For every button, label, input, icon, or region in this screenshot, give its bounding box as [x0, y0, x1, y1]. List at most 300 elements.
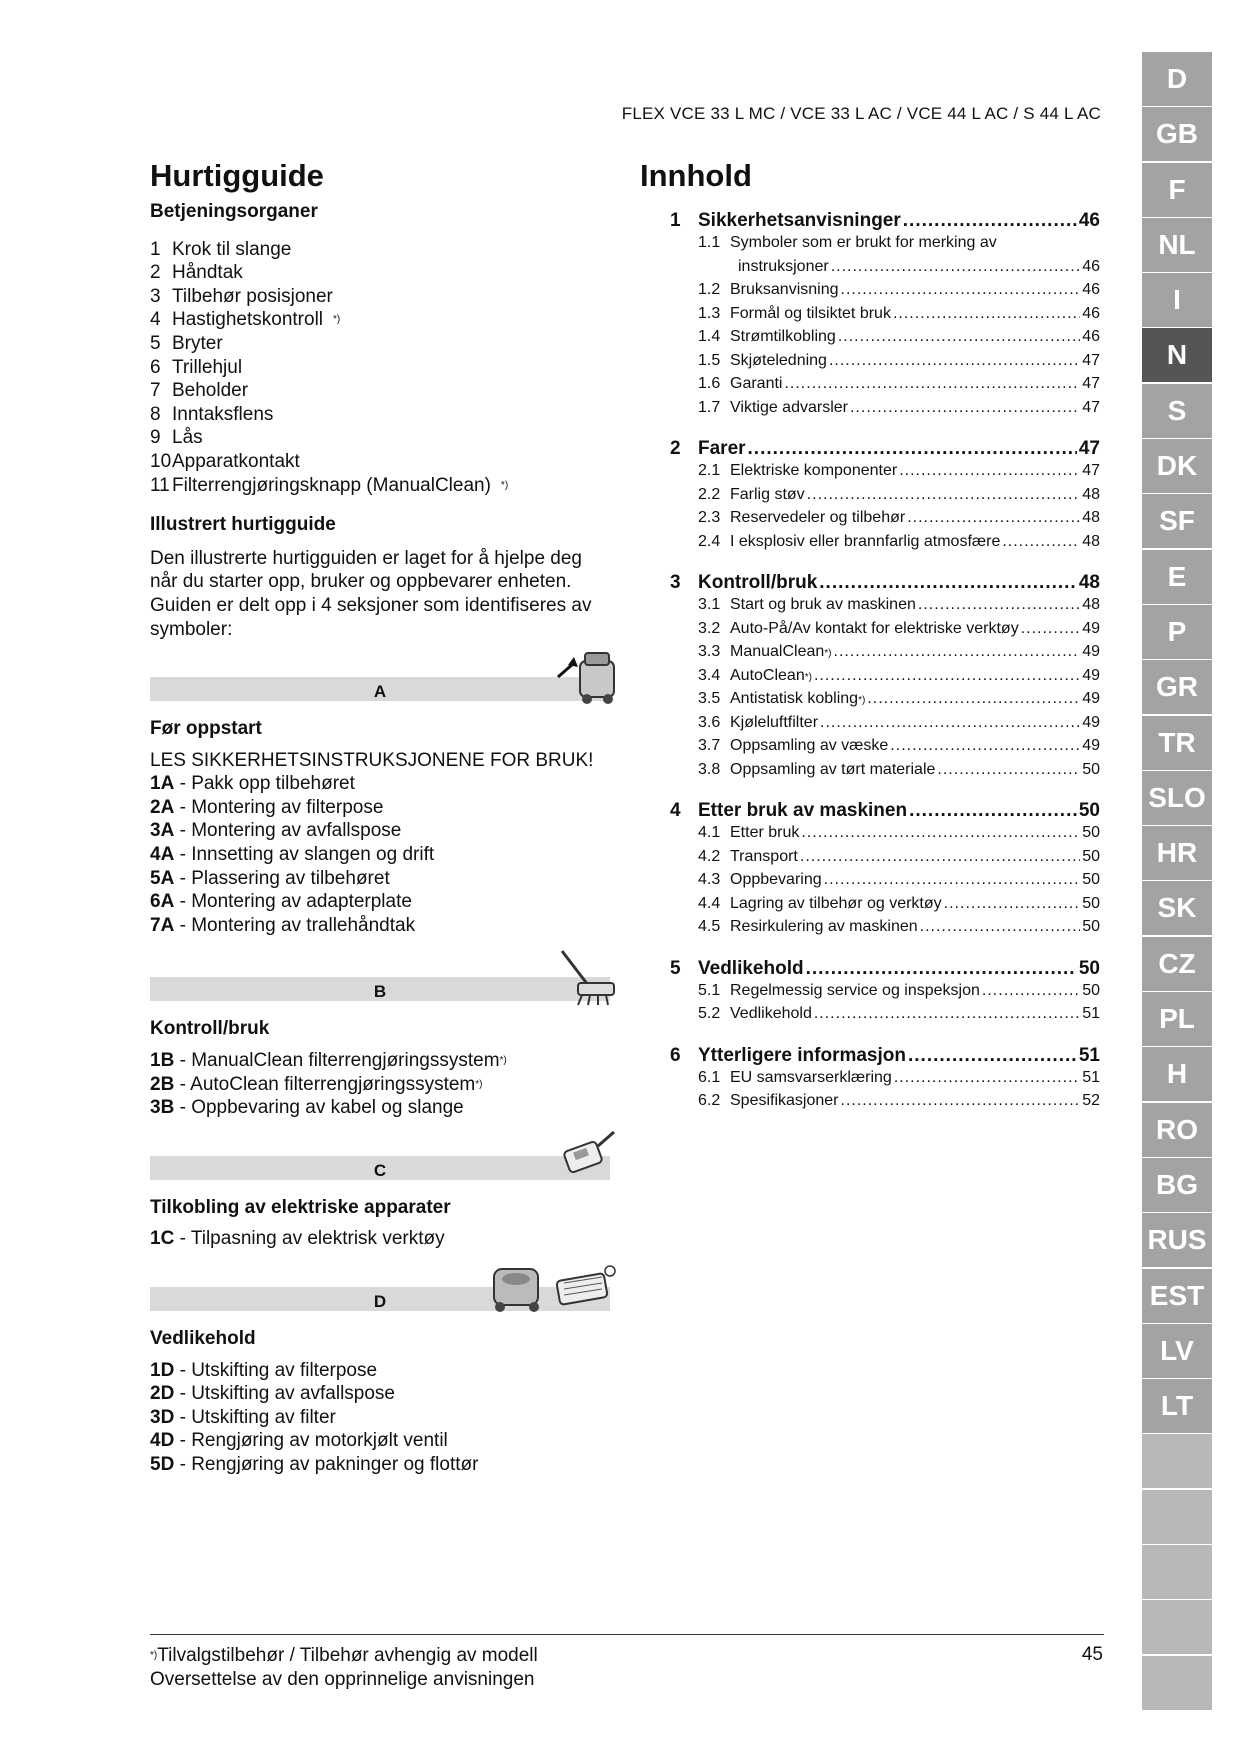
toc-entry-title: Transport [730, 847, 798, 865]
toc-entry[interactable] [698, 824, 1100, 848]
control-label: Beholder [172, 380, 249, 402]
language-tab-nl[interactable]: NL [1142, 218, 1212, 272]
step-separator: - [174, 1359, 192, 1381]
toc-section-number: 3 [670, 572, 681, 593]
section-heading: Før oppstart [150, 718, 262, 740]
footer-notes [150, 1644, 538, 1692]
toc-entry[interactable] [698, 1069, 1100, 1093]
toc-entry-number: 5.2 [698, 1005, 721, 1022]
guide-step [150, 1429, 610, 1453]
language-tab-s[interactable]: S [1142, 384, 1212, 438]
language-tab-gr[interactable]: GR [1142, 660, 1212, 714]
step-code: 3A [150, 820, 175, 842]
toc-entry[interactable] [698, 918, 1100, 942]
language-tab-gb[interactable]: GB [1142, 107, 1212, 161]
control-number: 11 [150, 474, 170, 496]
toc-leader [1021, 620, 1081, 638]
toc-entry-title: AutoClean [730, 666, 805, 684]
language-tab-hr[interactable]: HR [1142, 826, 1212, 880]
quick-guide-column [150, 200, 610, 1477]
toc-entry-page: 48 [1082, 532, 1100, 550]
guide-step [150, 772, 610, 796]
section-bar-c [150, 1156, 610, 1180]
control-item [150, 332, 610, 356]
toc-entry[interactable] [698, 234, 1100, 258]
control-item [150, 426, 610, 450]
toc-entry-number: 5.1 [698, 981, 721, 999]
language-tab-e[interactable]: E [1142, 550, 1212, 604]
toc-entry-page: 51 [1082, 1005, 1100, 1022]
toc-gap [670, 422, 1100, 438]
control-number: 3 [150, 285, 161, 307]
control-label: Lås [172, 427, 203, 449]
step-text: Pakk opp tilbehøret [191, 773, 355, 795]
control-label: Bryter [172, 332, 223, 354]
toc-entry-title: EU samsvarserklæring [730, 1068, 892, 1086]
toc-entry-title: Start og bruk av maskinen [730, 596, 916, 613]
control-label: Håndtak [172, 262, 243, 284]
toc-entry[interactable] [698, 399, 1100, 423]
toc-section[interactable] [670, 438, 1100, 462]
toc-section-title: Sikkerhetsanvisninger [698, 210, 901, 231]
toc-leader [784, 375, 1080, 393]
toc-entry[interactable] [698, 352, 1100, 376]
step-text: AutoClean filterrengjøringssystem [190, 1073, 476, 1095]
guide-step [150, 1359, 610, 1383]
footnote-mark: *) [150, 1650, 158, 1661]
toc-section-page: 46 [1078, 210, 1100, 231]
step-code: 5D [150, 1453, 175, 1475]
toc-entry-number: 3.4 [698, 666, 721, 684]
language-tab-pl[interactable]: PL [1142, 992, 1212, 1046]
toc-entry[interactable] [698, 305, 1100, 329]
optional-mark: *) [500, 479, 509, 491]
toc-entry-title: Viktige advarsler [730, 398, 848, 416]
language-tab-tr[interactable]: TR [1142, 716, 1212, 770]
step-code: 1A [150, 773, 175, 795]
section-bar-a [150, 677, 610, 701]
step-text: Montering av avfallspose [191, 820, 402, 842]
toc-entry-title-cont: instruksjoner [738, 257, 829, 275]
toc-entry-title: Strømtilkobling [730, 328, 836, 345]
toc-entry-title: Vedlikehold [730, 1005, 812, 1022]
section-letter: B [373, 982, 387, 1002]
toc-leader [824, 871, 1081, 889]
toc-entry[interactable] [698, 281, 1100, 305]
guide-step [150, 843, 610, 867]
section-letter: C [373, 1160, 387, 1180]
language-tab-f[interactable]: F [1142, 163, 1212, 217]
control-item [150, 379, 610, 403]
step-separator: - [174, 1097, 192, 1119]
optional-mark: *) [858, 695, 866, 706]
optional-mark: *) [824, 648, 832, 659]
toc-gap [670, 784, 1100, 800]
guide-step [150, 796, 610, 820]
step-separator: - [174, 1383, 192, 1405]
step-code: 4A [150, 844, 175, 866]
toc-entry-title: Farlig støv [730, 485, 805, 503]
toc-entry[interactable] [698, 690, 1100, 714]
toc-entry-page: 48 [1082, 485, 1100, 503]
toc-entry-number: 3.5 [698, 690, 721, 707]
toc-leader [1002, 533, 1080, 551]
toc-entry[interactable] [698, 596, 1100, 620]
section-letter: D [373, 1292, 387, 1311]
control-label: Tilbehør posisjoner [172, 285, 333, 307]
step-separator: - [174, 1430, 192, 1452]
step-text: Plassering av tilbehøret [191, 867, 390, 889]
toc-entry-number: 3.1 [698, 596, 721, 613]
toc-entry-number: 6.1 [698, 1068, 721, 1086]
toc-section[interactable] [670, 1045, 1100, 1069]
step-text: ManualClean filterrengjøringssystem [191, 1050, 500, 1072]
language-tab-rus[interactable]: RUS [1142, 1213, 1212, 1267]
toc-leader [841, 1092, 1081, 1110]
toc-section-page: 48 [1078, 572, 1100, 593]
toc-entry-title: Skjøteledning [730, 351, 827, 369]
toc-entry-page: 47 [1082, 398, 1100, 416]
language-tab-blank [1142, 1434, 1212, 1488]
control-number: 2 [150, 262, 161, 284]
step-separator: - [174, 891, 192, 913]
toc-entry-number: 4.1 [698, 824, 721, 841]
toc-section-title: Etter bruk av maskinen [698, 800, 908, 821]
toc-gap [670, 942, 1100, 958]
step-separator: - [174, 773, 192, 795]
guide-step [150, 1049, 610, 1073]
toc-entry-title: Resirkulering av maskinen [730, 918, 918, 935]
controls-heading: Betjeningsorganer [150, 201, 318, 222]
toc-leader [814, 1005, 1080, 1023]
illustrated-heading: Illustrert hurtigguide [150, 514, 336, 536]
toc-leader [831, 258, 1081, 276]
language-tab-dk[interactable]: DK [1142, 439, 1212, 493]
toc-section-number: 5 [670, 957, 681, 979]
toc-leader [800, 848, 1080, 866]
toc-entry-title: Etter bruk [730, 824, 800, 841]
optional-mark: *) [499, 1055, 507, 1067]
step-code: 4D [150, 1430, 175, 1452]
step-text: Oppbevaring av kabel og slange [191, 1097, 464, 1119]
toc-leader [867, 690, 1080, 708]
toc-leader [838, 328, 1080, 346]
language-tab-blank [1142, 1656, 1212, 1710]
toc-entry-title: Auto-På/Av kontakt for elektriske verktøy [730, 619, 1019, 637]
step-separator: - [174, 914, 192, 936]
toc-leader [920, 918, 1081, 936]
step-separator: - [174, 1050, 192, 1072]
toc-entry-page: 49 [1082, 713, 1100, 731]
control-number: 9 [150, 427, 161, 449]
toc-entry-number: 2.3 [698, 509, 721, 526]
toc-entry-title: Oppbevaring [730, 871, 822, 888]
toc-entry-title: Elektriske komponenter [730, 462, 898, 479]
toc-entry[interactable] [698, 871, 1100, 895]
toc-entry[interactable] [698, 1092, 1100, 1116]
section-spacer [150, 1120, 610, 1156]
language-tab-i[interactable]: I [1142, 273, 1212, 327]
guide-step [150, 1073, 610, 1097]
toc-entry-page: 49 [1082, 619, 1100, 637]
toc-entry-page: 46 [1082, 281, 1100, 298]
language-sidebar [1142, 52, 1212, 1711]
step-code: 6A [150, 891, 175, 913]
language-tab-sk[interactable]: SK [1142, 881, 1212, 935]
step-text: Utskifting av filter [191, 1406, 336, 1428]
language-tab-blank [1142, 1490, 1212, 1544]
toc-leader [834, 643, 1081, 661]
guide-step [150, 1096, 610, 1120]
toc-entry-title: Reservedeler og tilbehør [730, 509, 906, 526]
toc-leader [908, 1045, 1077, 1067]
toc-entry-title: Lagring av tilbehør og verktøy [730, 894, 942, 912]
toc-leader [982, 982, 1080, 1000]
toc-entry[interactable] [698, 714, 1100, 738]
toc-entry[interactable] [698, 533, 1100, 557]
toc-entry-page: 49 [1082, 690, 1100, 707]
language-tab-bg[interactable]: BG [1142, 1158, 1212, 1212]
toc-entry[interactable] [698, 848, 1100, 872]
toc-entry[interactable] [698, 509, 1100, 533]
control-item [150, 474, 610, 498]
control-number: 8 [150, 403, 161, 425]
toc-entry-title: ManualClean [730, 643, 825, 660]
step-separator: - [174, 1228, 191, 1250]
toc-entry-title: Spesifikasjoner [730, 1092, 839, 1109]
toc-entry-page: 46 [1082, 328, 1100, 345]
language-tab-est[interactable]: EST [1142, 1269, 1212, 1323]
toc-section-page: 47 [1078, 438, 1100, 459]
toc-leader [899, 462, 1080, 480]
toc-entry[interactable] [698, 761, 1100, 785]
toc-entry-number: 2.2 [698, 485, 721, 503]
language-tab-p[interactable]: P [1142, 605, 1212, 659]
toc-section-page: 51 [1078, 1044, 1100, 1066]
section-illustration-icon [552, 647, 622, 707]
toc-entry-title: Bruksanvisning [730, 281, 839, 298]
step-code: 1B [150, 1050, 175, 1072]
control-item [150, 308, 610, 332]
toc-leader [806, 958, 1077, 980]
toc-entry-number: 3.6 [698, 713, 721, 731]
step-code: 2A [150, 796, 175, 818]
toc-entry-page: 48 [1082, 596, 1100, 613]
toc-entry-page: 50 [1082, 760, 1100, 778]
toc-entry-number: 1.6 [698, 375, 721, 392]
toc-entry-number: 1.4 [698, 328, 721, 345]
section-letter: A [373, 682, 387, 702]
guide-step [150, 819, 610, 843]
toc-entry-page: 46 [1082, 257, 1100, 275]
toc-entry[interactable] [698, 737, 1100, 761]
toc-section[interactable] [670, 210, 1100, 234]
toc-entry-number: 1.5 [698, 351, 721, 369]
control-label: Filterrengjøringsknapp (ManualClean) [172, 474, 491, 496]
toc-leader [807, 486, 1081, 504]
toc-entry-page: 49 [1082, 643, 1100, 660]
toc-entry-number: 4.5 [698, 918, 721, 935]
language-tab-ro[interactable]: RO [1142, 1103, 1212, 1157]
toc-entry-page: 50 [1082, 918, 1100, 935]
step-separator: - [174, 844, 192, 866]
toc-entry-page: 47 [1082, 462, 1100, 479]
toc-section-number: 1 [670, 210, 681, 231]
toc-entry-number: 1.2 [698, 281, 721, 298]
toc-entry-title: Kjøleluftfilter [730, 713, 819, 731]
toc-entry-number: 6.2 [698, 1092, 721, 1109]
toc-entry-number: 4.4 [698, 894, 721, 912]
toc-entry-page: 51 [1082, 1068, 1100, 1086]
section-spacer [150, 937, 610, 977]
footnote-text: Tilvalgstilbehør / Tilbehør avhengig av modell [157, 1645, 538, 1666]
language-tab-blank [1142, 1545, 1212, 1599]
toc-section-title: Ytterligere informasjon [698, 1044, 906, 1066]
control-item [150, 403, 610, 427]
toc-leader [937, 761, 1080, 779]
table-of-contents [670, 210, 1100, 1116]
section-heading: Kontroll/bruk [150, 1018, 270, 1040]
section-heading: Vedlikehold [150, 1328, 256, 1349]
toc-leader [890, 737, 1080, 755]
control-label: Krok til slange [172, 238, 292, 260]
toc-section-title: Kontroll/bruk [698, 572, 818, 593]
step-text: Rengjøring av pakninger og flottør [191, 1453, 479, 1475]
toc-entry[interactable] [698, 667, 1100, 691]
toc-entry-number: 3.8 [698, 760, 721, 778]
control-item [150, 238, 610, 262]
toc-entry-page: 47 [1082, 351, 1100, 369]
toc-entry[interactable] [698, 895, 1100, 919]
toc-entry-number: 3.7 [698, 737, 721, 754]
step-text: Rengjøring av motorkjølt ventil [191, 1430, 448, 1452]
language-tab-lv[interactable]: LV [1142, 1324, 1212, 1378]
toc-leader [829, 352, 1080, 370]
section-heading: Tilkobling av elektriske apparater [150, 1196, 451, 1218]
toc-entry-page: 46 [1082, 304, 1100, 322]
toc-leader [841, 281, 1081, 299]
toc-entry-number: 1.7 [698, 398, 721, 416]
section-illustration-icon [552, 1126, 622, 1186]
step-code: 1D [150, 1359, 175, 1381]
toc-entry-page: 50 [1082, 847, 1100, 865]
language-tab-cz[interactable]: CZ [1142, 937, 1212, 991]
step-text: Innsetting av slangen og drift [191, 844, 435, 866]
control-number: 1 [150, 238, 161, 260]
toc-entry-page: 52 [1082, 1092, 1100, 1109]
toc-entry[interactable] [698, 486, 1100, 510]
toc-entry-continuation[interactable] [738, 258, 1100, 282]
toc-entry-title: Oppsamling av væske [730, 737, 889, 754]
toc-entry-page: 49 [1082, 666, 1100, 684]
footer-rule [150, 1634, 1104, 1635]
control-item [150, 261, 610, 285]
guide-step [150, 1382, 610, 1406]
language-tab-h[interactable]: H [1142, 1047, 1212, 1101]
step-text: Utskifting av avfallspose [191, 1383, 396, 1405]
toc-leader [819, 572, 1077, 594]
toc-entry[interactable] [698, 620, 1100, 644]
toc-entry-title: Regelmessig service og inspeksjon [730, 981, 980, 999]
toc-leader [748, 438, 1077, 460]
toc-leader [801, 824, 1080, 842]
toc-section-title: Vedlikehold [698, 957, 804, 979]
toc-section-number: 6 [670, 1044, 681, 1066]
optional-mark: *) [333, 314, 341, 326]
toc-section-number: 4 [670, 800, 681, 821]
toc-entry-page: 50 [1082, 871, 1100, 888]
toc-section[interactable] [670, 800, 1100, 824]
toc-entry[interactable] [698, 643, 1100, 667]
step-code: 7A [150, 914, 175, 936]
toc-section-number: 2 [670, 438, 681, 459]
toc-section[interactable] [670, 572, 1100, 596]
toc-entry-number: 4.3 [698, 871, 721, 888]
toc-leader [820, 714, 1080, 732]
toc-entry-page: 50 [1082, 824, 1100, 841]
toc-entry[interactable] [698, 328, 1100, 352]
toc-leader [918, 596, 1080, 614]
toc-entry-number: 2.4 [698, 532, 721, 550]
step-code: 3D [150, 1406, 175, 1428]
toc-leader [894, 1069, 1080, 1087]
language-tab-slo[interactable]: SLO [1142, 771, 1212, 825]
toc-entry-title: Garanti [730, 375, 783, 392]
model-header: FLEX VCE 33 L MC / VCE 33 L AC / VCE 44 L AC / S 44 L AC [621, 104, 1101, 123]
step-text: Montering av adapterplate [191, 891, 412, 913]
control-number: 7 [150, 380, 161, 402]
toc-entry[interactable] [698, 1005, 1100, 1029]
control-number: 4 [150, 309, 161, 331]
illustrated-text: Den illustrerte hurtigguiden er laget for å hjelpe deg når du starter opp, bruker og oppbevarer enheten. Guiden er delt opp i 4 seksjoner som identifiseres av symboler: [150, 547, 592, 640]
toc-leader [903, 210, 1077, 232]
language-tab-d[interactable]: D [1142, 52, 1212, 106]
control-label: Apparatkontakt [172, 450, 300, 472]
language-tab-blank [1142, 1600, 1212, 1654]
toc-gap [670, 1029, 1100, 1045]
step-code: 5A [150, 867, 175, 889]
toc-entry[interactable] [698, 375, 1100, 399]
toc-entry[interactable] [698, 462, 1100, 486]
toc-entry-number: 2.1 [698, 462, 721, 479]
toc-gap [670, 556, 1100, 572]
step-code: 2D [150, 1383, 175, 1405]
toc-entry[interactable] [698, 982, 1100, 1006]
translation-note: Oversettelse av den opprinnelige anvisningen [150, 1669, 535, 1690]
toc-entry-page: 48 [1082, 509, 1100, 526]
control-label: Hastighetskontroll [172, 309, 324, 331]
guide-step [150, 867, 610, 891]
step-text: Tilpasning av elektrisk verktøy [190, 1228, 445, 1250]
language-tab-sf[interactable]: SF [1142, 494, 1212, 548]
step-code: 2B [150, 1073, 175, 1095]
toc-entry-title: Formål og tilsiktet bruk [730, 304, 891, 322]
page-number: 45 [1081, 1644, 1103, 1665]
control-number: 10 [150, 450, 172, 472]
step-code: 1C [150, 1228, 175, 1250]
toc-leader [944, 895, 1081, 913]
guide-step [150, 914, 610, 938]
guide-step [150, 1406, 610, 1430]
toc-entry-page: 50 [1082, 894, 1100, 912]
language-tab-n[interactable]: N [1142, 328, 1212, 382]
step-separator: - [174, 820, 192, 842]
toc-section[interactable] [670, 958, 1100, 982]
toc-leader [850, 399, 1080, 417]
control-number: 6 [150, 356, 161, 378]
guide-step [150, 1227, 610, 1251]
language-tab-lt[interactable]: LT [1142, 1379, 1212, 1433]
